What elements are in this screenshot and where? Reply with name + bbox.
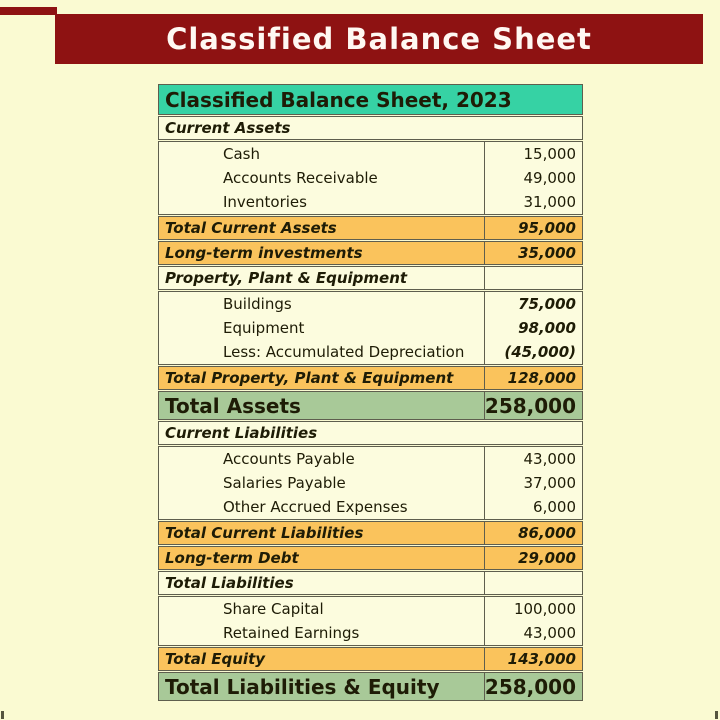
row-amount: 128,000: [484, 367, 582, 389]
row-amount: 258,000: [484, 673, 582, 700]
detail-row-group: [158, 141, 583, 215]
banner-edge-fragment: [0, 7, 57, 15]
row-amount: 49,000: [484, 166, 582, 190]
detail-row: [159, 621, 582, 645]
row-amount: [484, 117, 582, 139]
row-amount: 15,000: [484, 142, 582, 166]
table-body: [158, 116, 583, 701]
balance-sheet-table: [158, 84, 583, 701]
row-label: Current Liabilities: [165, 424, 318, 442]
table-title: Classified Balance Sheet, 2023: [165, 87, 512, 112]
total-row: [158, 241, 583, 265]
row-label: Total Property, Plant & Equipment: [165, 369, 454, 387]
total-row: [158, 647, 583, 671]
row-amount: 75,000: [484, 292, 582, 316]
detail-row: [159, 471, 582, 495]
row-amount: 31,000: [484, 190, 582, 214]
section-row: [158, 421, 583, 445]
edge-artifact-left: [1, 711, 4, 719]
row-amount: [484, 422, 582, 444]
row-amount: 6,000: [484, 495, 582, 519]
row-label: Buildings: [223, 295, 292, 313]
grand-total-row: [158, 672, 583, 701]
table-title-row: [158, 84, 583, 115]
row-label: Total Current Assets: [165, 219, 337, 237]
grand-total-row: [158, 391, 583, 420]
row-label: Accounts Payable: [223, 450, 355, 468]
row-label: Long-term investments: [165, 244, 363, 262]
row-amount: 258,000: [484, 392, 582, 419]
detail-row: [159, 316, 582, 340]
row-label: Total Assets: [165, 393, 301, 418]
detail-row: [159, 447, 582, 471]
row-label: Less: Accumulated Depreciation: [223, 343, 465, 361]
row-amount: 86,000: [484, 522, 582, 544]
row-amount: 37,000: [484, 471, 582, 495]
detail-row-group: [158, 596, 583, 646]
section-row: [158, 116, 583, 140]
row-amount: 100,000: [484, 597, 582, 621]
detail-row-group: [158, 446, 583, 520]
row-label: Current Assets: [165, 119, 291, 137]
total-row: [158, 521, 583, 545]
row-label: Equipment: [223, 319, 305, 337]
page-title-banner: [55, 14, 703, 64]
row-amount: [484, 572, 582, 594]
row-label: Other Accrued Expenses: [223, 498, 408, 516]
row-label: Accounts Receivable: [223, 169, 378, 187]
page-title: Classified Balance Sheet: [166, 22, 592, 56]
row-label: Cash: [223, 145, 260, 163]
detail-row: [159, 142, 582, 166]
row-label: Total Liabilities & Equity: [165, 674, 440, 699]
row-amount: 43,000: [484, 447, 582, 471]
row-label: Total Liabilities: [165, 574, 294, 592]
row-amount: 95,000: [484, 217, 582, 239]
detail-row: [159, 190, 582, 214]
row-amount: [484, 267, 582, 289]
row-label: Salaries Payable: [223, 474, 346, 492]
row-label: Property, Plant & Equipment: [165, 269, 408, 287]
row-amount: 43,000: [484, 621, 582, 645]
detail-row: [159, 340, 582, 364]
detail-row: [159, 166, 582, 190]
edge-artifact-right: [715, 711, 718, 719]
detail-row: [159, 597, 582, 621]
detail-row-group: [158, 291, 583, 365]
row-label: Long-term Debt: [165, 549, 299, 567]
detail-row: [159, 292, 582, 316]
row-label: Retained Earnings: [223, 624, 360, 642]
section-row: [158, 571, 583, 595]
row-amount: 35,000: [484, 242, 582, 264]
row-label: Total Equity: [165, 650, 266, 668]
total-row: [158, 366, 583, 390]
detail-row: [159, 495, 582, 519]
row-amount: 98,000: [484, 316, 582, 340]
row-amount: (45,000): [484, 340, 582, 364]
row-label: Share Capital: [223, 600, 324, 618]
row-amount: 29,000: [484, 547, 582, 569]
section-row: [158, 266, 583, 290]
total-row: [158, 546, 583, 570]
total-row: [158, 216, 583, 240]
row-label: Inventories: [223, 193, 307, 211]
row-label: Total Current Liabilities: [165, 524, 364, 542]
row-amount: 143,000: [484, 648, 582, 670]
